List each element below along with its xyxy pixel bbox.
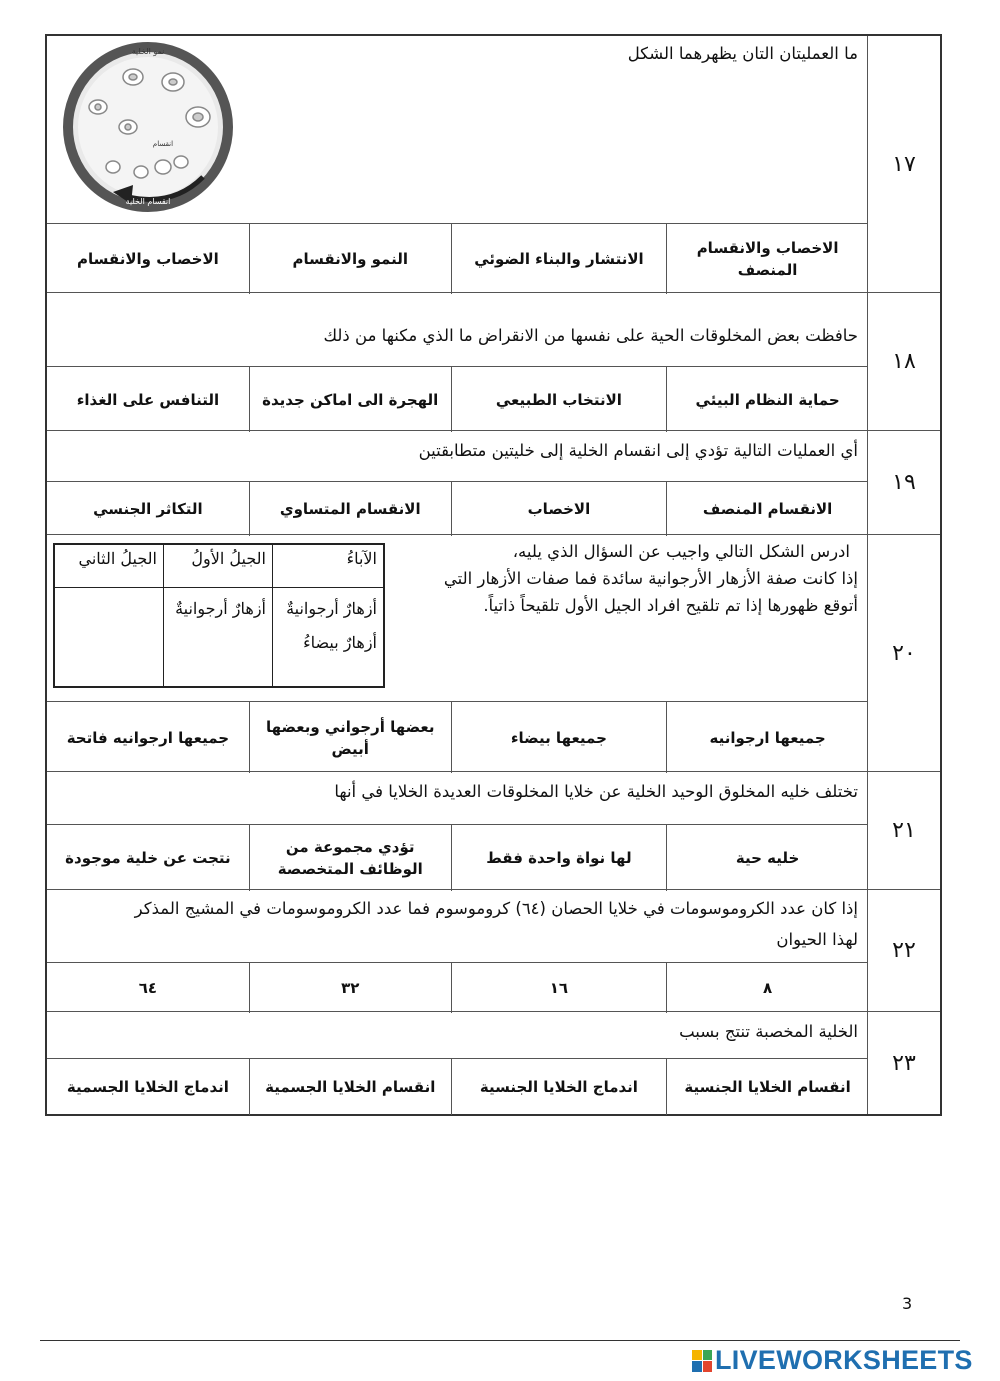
question-number: ١٩ — [867, 431, 940, 534]
brand-logo — [692, 1345, 973, 1376]
parent-trait: أزهارٌ بيضاءُ — [303, 633, 377, 652]
option-b[interactable]: ١٦ — [451, 963, 667, 1013]
question-row-23 — [47, 1012, 940, 1114]
option-c[interactable]: الهجرة الى اماكن جديدة — [249, 367, 451, 432]
question-text: تختلف خليه المخلوق الوحيد الخلية عن خلايا المخلوقات العديدة الخلايا في أنها — [334, 782, 858, 801]
options — [47, 223, 868, 294]
figure-top-label: نمو الخلية — [131, 47, 165, 56]
question-text — [135, 893, 858, 955]
cell-cycle-figure — [53, 42, 243, 217]
parents-cell — [273, 588, 385, 688]
question-number: ٢٣ — [867, 1012, 940, 1114]
first-gen-cell: أزهارٌ أرجوانيةٌ — [164, 588, 273, 688]
question-number: ٢٢ — [867, 890, 940, 1011]
question-line: إذا كان عدد الكروموسومات في خلايا الحصان (٦٤) كروموسوم فما عدد الكروموسومات في المشيج المذكر — [134, 899, 858, 918]
option-d[interactable]: جميعها ارجوانيه فاتحة — [66, 728, 230, 747]
question-line: أتوقع ظهورها إذا تم تلقيح افراد الجيل الأول تلقيحاً ذاتياً. — [483, 596, 858, 615]
header-second-gen: الجيلُ الثاني — [54, 544, 164, 588]
question-text: الخلية المخصبة تنتج بسبب — [679, 1022, 858, 1041]
option-c[interactable]: ٣٢ — [249, 963, 451, 1013]
question-number: ١٧ — [867, 36, 940, 292]
figure-inner-label: انقسام — [152, 140, 174, 148]
option-b[interactable]: الانتخاب الطبيعي — [451, 367, 667, 432]
options — [47, 701, 868, 773]
options — [47, 962, 868, 1013]
option-c[interactable]: الانقسام المتساوي — [249, 482, 451, 536]
brand-name: LIVEWORKSHEETS — [715, 1345, 973, 1375]
header-parents: الآباءُ — [273, 544, 385, 588]
option-b[interactable]: اندماج الخلايا الجنسية — [451, 1059, 667, 1115]
option-b[interactable]: لها نواة واحدة فقط — [451, 825, 667, 891]
question-number: ١٨ — [867, 293, 940, 430]
option-a[interactable]: الانقسام المنصف — [666, 482, 868, 536]
worksheet-table — [45, 34, 942, 1116]
question-line: إذا كانت صفة الأزهار الأرجوانية سائدة فما صفات الأزهار التي — [443, 569, 858, 588]
option-a[interactable]: انقسام الخلايا الجنسية — [666, 1059, 868, 1115]
genetics-table — [53, 543, 385, 688]
question-row-18 — [47, 293, 940, 431]
question-text: ما العمليتان التان يظهرهما الشكل — [627, 44, 858, 63]
option-c[interactable]: تؤدي مجموعة من الوظائف المتخصصة — [249, 825, 451, 891]
question-line: لهذا الحيوان — [776, 930, 858, 949]
option-d[interactable]: اندماج الخلايا الجسمية — [66, 1078, 229, 1096]
figure-bottom-label: انقسام الخلية — [125, 197, 171, 206]
question-row-21 — [47, 772, 940, 890]
option-c[interactable]: انقسام الخلايا الجسمية — [249, 1059, 451, 1115]
option-a[interactable]: حماية النظام البيئي — [666, 367, 868, 432]
page-number: 3 — [902, 1294, 913, 1313]
option-d[interactable]: نتجت عن خلية موجودة — [65, 849, 231, 867]
question-text — [444, 538, 858, 619]
option-b[interactable]: الاخصاب — [451, 482, 667, 536]
question-row-19 — [47, 431, 940, 535]
option-a[interactable]: جميعها ارجوانيه — [666, 702, 868, 773]
option-d[interactable]: التكاثر الجنسي — [93, 500, 203, 518]
question-text: أي العمليات التالية تؤدي إلى انقسام الخلية إلى خليتين متطابقتين — [418, 441, 858, 460]
footer-divider — [40, 1340, 960, 1341]
question-row-20 — [47, 535, 940, 772]
question-number: ٢١ — [867, 772, 940, 889]
question-text: حافظت بعض المخلوقات الحية على نفسها من الانقراض ما الذي مكنها من ذلك — [323, 326, 858, 345]
question-row-22 — [47, 890, 940, 1012]
options — [47, 366, 868, 432]
options — [47, 824, 868, 891]
options — [47, 481, 868, 536]
question-row-17 — [47, 36, 940, 293]
option-a[interactable]: خليه حية — [666, 825, 868, 891]
option-a[interactable]: الاخصاب والانقسام المنصف — [666, 224, 868, 294]
option-c[interactable]: النمو والانقسام — [249, 224, 451, 294]
options — [47, 1058, 868, 1115]
option-b[interactable]: الانتشار والبناء الضوئي — [451, 224, 667, 294]
parent-trait: أزهارٌ أرجوانيةٌ — [286, 599, 377, 618]
option-d[interactable]: التنافس على الغذاء — [76, 390, 220, 409]
option-d[interactable]: الاخصاب والانقسام — [77, 250, 219, 268]
question-number: ٢٠ — [867, 535, 940, 771]
liveworksheets-icon — [692, 1350, 712, 1372]
option-c[interactable]: بعضها أرجواني وبعضها أبيض — [249, 702, 451, 773]
option-d[interactable]: ٦٤ — [138, 979, 158, 997]
question-line: ادرس الشكل التالي واجيب عن السؤال الذي يليه، — [512, 542, 850, 561]
second-gen-cell[interactable] — [54, 588, 164, 688]
option-b[interactable]: جميعها بيضاء — [451, 702, 667, 773]
option-a[interactable]: ٨ — [666, 963, 868, 1013]
header-first-gen: الجيلُ الأولُ — [164, 544, 273, 588]
